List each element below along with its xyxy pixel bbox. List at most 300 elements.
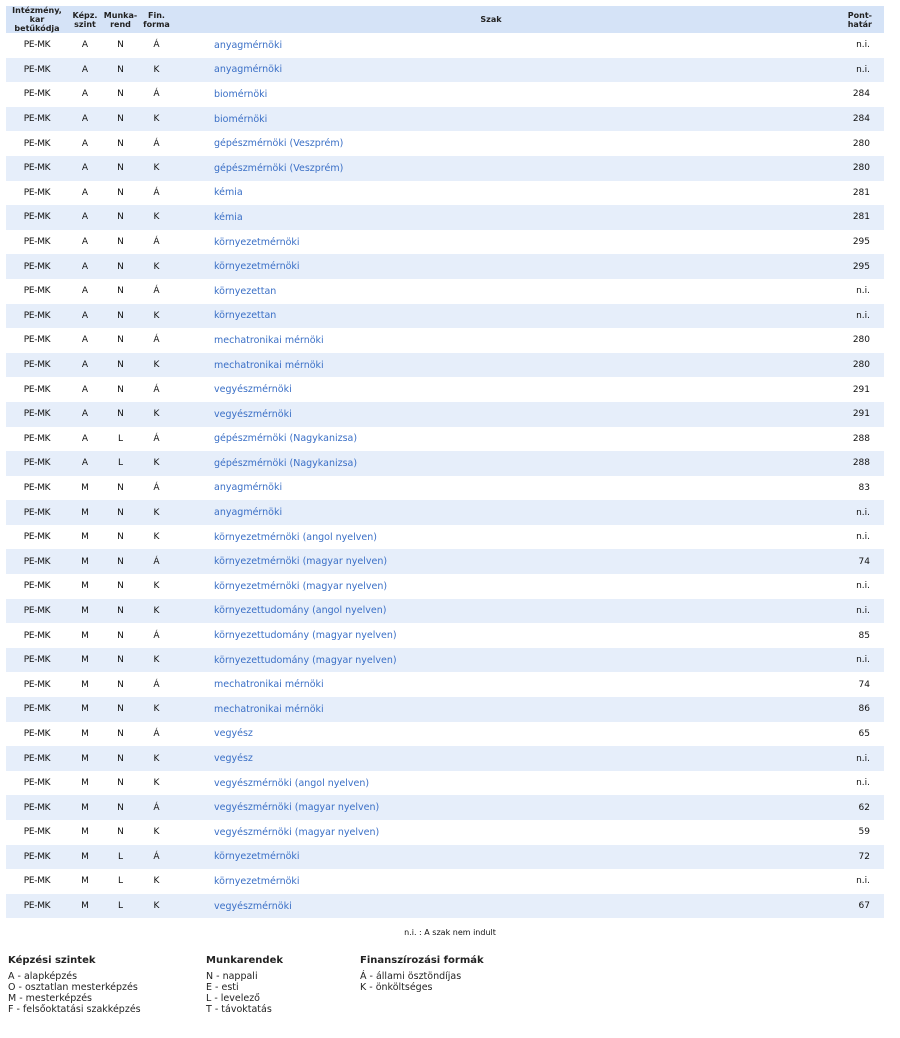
cell-institution: PE-MK: [6, 304, 68, 329]
cell-level: M: [81, 532, 89, 543]
cell-schedule: N: [102, 304, 139, 329]
cell-level: A: [68, 58, 102, 83]
cell-programme: [174, 771, 808, 796]
cell-level: M: [81, 876, 89, 887]
programme-link[interactable]: mechatronikai mérnöki: [214, 334, 324, 346]
results-table: [6, 6, 884, 918]
cell-financing: K: [139, 697, 174, 722]
cell-schedule: N: [102, 500, 139, 525]
table-row: [6, 58, 884, 83]
legend-title: Finanszírozási formák: [360, 955, 484, 966]
programme-link[interactable]: környezetmérnöki: [214, 236, 300, 248]
cell-financing: K: [139, 451, 174, 476]
header-level: Képz. szint: [68, 6, 102, 33]
header-financing: Fin. forma: [139, 6, 174, 33]
table-row: [6, 181, 884, 206]
cell-financing: K: [139, 58, 174, 83]
cell-schedule: L: [117, 433, 123, 444]
cell-institution: PE-MK: [23, 581, 51, 592]
programme-link[interactable]: gépészmérnöki (Veszprém): [214, 162, 344, 174]
cell-institution: PE-MK: [23, 40, 51, 51]
programme-link[interactable]: környezettudomány (angol nyelven): [214, 605, 387, 617]
table-row: [6, 820, 884, 845]
programme-link[interactable]: környezettudomány (magyar nyelven): [214, 654, 397, 666]
cell-threshold: n.i.: [856, 581, 870, 592]
table-row: [6, 672, 884, 697]
table-row: [6, 549, 884, 574]
cell-level: M: [68, 697, 102, 722]
cell-institution: PE-MK: [6, 697, 68, 722]
legend-item: E - esti: [206, 982, 239, 993]
table-row: [6, 107, 884, 132]
cell-level: A: [81, 237, 89, 248]
cell-schedule: N: [102, 205, 139, 230]
programme-link[interactable]: környezettudomány (magyar nyelven): [214, 630, 397, 642]
cell-institution: PE-MK: [23, 827, 51, 838]
cell-institution: PE-MK: [6, 451, 68, 476]
table-row: [6, 623, 884, 648]
cell-threshold: 295: [808, 254, 884, 279]
cell-threshold: n.i.: [808, 599, 884, 624]
cell-institution: PE-MK: [23, 482, 51, 493]
cell-programme: [174, 33, 808, 58]
cell-financing: K: [139, 894, 174, 919]
cell-level: A: [81, 89, 89, 100]
cell-programme: [174, 107, 808, 132]
cell-threshold: n.i.: [808, 746, 884, 771]
cell-schedule: N: [102, 402, 139, 427]
cell-threshold: 295: [852, 237, 870, 248]
cell-threshold: 281: [852, 187, 870, 198]
header-row: [6, 6, 884, 33]
programme-link[interactable]: környezetmérnöki (angol nyelven): [214, 531, 377, 543]
cell-institution: PE-MK: [6, 648, 68, 673]
cell-institution: PE-MK: [23, 237, 51, 248]
table-row: [6, 525, 884, 550]
cell-threshold: 62: [808, 795, 884, 820]
cell-threshold: 83: [858, 482, 870, 493]
cell-level: M: [81, 581, 89, 592]
cell-financing: K: [139, 599, 174, 624]
cell-financing: Á: [153, 679, 160, 690]
cell-schedule: N: [117, 384, 124, 395]
cell-schedule: N: [117, 286, 124, 297]
cell-schedule: N: [102, 353, 139, 378]
table-row: [6, 279, 884, 304]
programme-link[interactable]: anyagmérnöki: [214, 507, 283, 519]
cell-threshold: n.i.: [808, 58, 884, 83]
table-row: [6, 230, 884, 255]
cell-financing: K: [153, 827, 160, 838]
programme-link[interactable]: biomérnöki: [214, 113, 268, 125]
table-row: [6, 353, 884, 378]
programme-link[interactable]: vegyészmérnöki: [214, 900, 292, 912]
programme-link[interactable]: vegyészmérnöki (angol nyelven): [214, 777, 370, 789]
table-row: [6, 402, 884, 427]
cell-institution: PE-MK: [23, 89, 51, 100]
legend-item: Á - állami ösztöndíjas: [360, 971, 462, 982]
legend-item: M - mesterképzés: [8, 993, 93, 1004]
table-row: [6, 476, 884, 501]
programme-link[interactable]: környezetmérnöki: [214, 851, 300, 863]
cell-programme: [174, 58, 808, 83]
cell-financing: K: [139, 500, 174, 525]
cell-level: M: [68, 795, 102, 820]
cell-level: M: [68, 549, 102, 574]
cell-schedule: N: [117, 827, 124, 838]
cell-institution: PE-MK: [6, 845, 68, 870]
cell-schedule: N: [102, 648, 139, 673]
header-institution: Intézmény, kar betűkódja: [6, 6, 68, 33]
legend-item: F - felsőoktatási szakképzés: [8, 1004, 141, 1015]
cell-financing: K: [139, 353, 174, 378]
cell-threshold: 67: [808, 894, 884, 919]
cell-institution: PE-MK: [6, 107, 68, 132]
cell-programme: [174, 402, 808, 427]
cell-level: M: [81, 482, 89, 493]
cell-level: A: [68, 353, 102, 378]
cell-programme: [174, 894, 808, 919]
cell-programme: [174, 549, 808, 574]
cell-level: A: [81, 187, 89, 198]
cell-institution: PE-MK: [6, 402, 68, 427]
cell-threshold: 288: [852, 433, 870, 444]
table-row: [6, 328, 884, 353]
programme-link[interactable]: vegyészmérnöki: [214, 408, 292, 420]
cell-programme: [174, 279, 808, 304]
cell-schedule: N: [102, 746, 139, 771]
cell-schedule: N: [117, 581, 124, 592]
cell-level: M: [81, 827, 89, 838]
cell-schedule: N: [102, 58, 139, 83]
programme-link[interactable]: mechatronikai mérnöki: [214, 679, 324, 691]
cell-level: M: [68, 599, 102, 624]
cell-level: A: [81, 335, 89, 346]
cell-institution: PE-MK: [23, 187, 51, 198]
programme-link[interactable]: anyagmérnöki: [214, 39, 283, 51]
cell-programme: [174, 845, 808, 870]
programme-link[interactable]: mechatronikai mérnöki: [214, 703, 324, 715]
programme-link[interactable]: gépészmérnöki (Nagykanizsa): [214, 433, 358, 445]
legend-training-levels: [8, 955, 141, 1015]
cell-financing: K: [139, 648, 174, 673]
cell-threshold: 291: [852, 384, 870, 395]
legend-financing: [360, 955, 484, 993]
table-row: [6, 771, 884, 796]
cell-institution: PE-MK: [6, 549, 68, 574]
cell-financing: Á: [153, 138, 160, 149]
programme-link[interactable]: vegyészmérnöki: [214, 384, 292, 396]
cell-threshold: 280: [808, 156, 884, 181]
cell-financing: K: [153, 581, 160, 592]
cell-financing: Á: [139, 549, 174, 574]
cell-programme: [174, 697, 808, 722]
cell-institution: PE-MK: [6, 500, 68, 525]
table-row: [6, 377, 884, 402]
cell-institution: PE-MK: [23, 384, 51, 395]
cell-threshold: 284: [852, 89, 870, 100]
cell-financing: Á: [153, 40, 160, 51]
cell-programme: [174, 599, 808, 624]
programme-link[interactable]: környezettan: [214, 310, 277, 322]
table-row: [6, 722, 884, 747]
cell-programme: [174, 476, 808, 501]
cell-threshold: 280: [808, 353, 884, 378]
cell-threshold: 74: [808, 549, 884, 574]
programme-link[interactable]: biomérnöki: [214, 88, 268, 100]
cell-threshold: 280: [852, 138, 870, 149]
cell-financing: K: [139, 304, 174, 329]
cell-schedule: N: [117, 532, 124, 543]
cell-programme: [174, 722, 808, 747]
cell-institution: PE-MK: [6, 894, 68, 919]
cell-level: A: [68, 304, 102, 329]
cell-level: M: [81, 778, 89, 789]
table-row: [6, 33, 884, 58]
programme-link[interactable]: anyagmérnöki: [214, 64, 283, 76]
cell-financing: Á: [153, 335, 160, 346]
legend-item: N - nappali: [206, 971, 258, 982]
cell-financing: K: [139, 205, 174, 230]
cell-programme: [174, 254, 808, 279]
legend-item: O - osztatlan mesterképzés: [8, 982, 138, 993]
legend-item: T - távoktatás: [206, 1004, 272, 1015]
programme-link[interactable]: kémia: [214, 187, 243, 199]
cell-financing: K: [153, 778, 160, 789]
table-row: [6, 427, 884, 452]
cell-level: A: [68, 156, 102, 181]
cell-threshold: 291: [808, 402, 884, 427]
cell-financing: Á: [139, 845, 174, 870]
table-row: [6, 795, 884, 820]
table-row: [6, 254, 884, 279]
cell-institution: PE-MK: [23, 778, 51, 789]
cell-schedule: N: [117, 482, 124, 493]
table-row: [6, 304, 884, 329]
cell-financing: K: [139, 156, 174, 181]
table-row: [6, 500, 884, 525]
table-row: [6, 131, 884, 156]
table-row: [6, 205, 884, 230]
legend-item: L - levelező: [206, 993, 260, 1004]
cell-institution: PE-MK: [6, 599, 68, 624]
cell-financing: K: [139, 402, 174, 427]
cell-threshold: 74: [858, 679, 870, 690]
legend-item: K - önköltséges: [360, 982, 433, 993]
cell-level: M: [81, 630, 89, 641]
cell-institution: PE-MK: [6, 205, 68, 230]
programme-link[interactable]: vegyészmérnöki (magyar nyelven): [214, 826, 380, 838]
programme-link[interactable]: anyagmérnöki: [214, 482, 283, 494]
programme-link[interactable]: kémia: [214, 211, 243, 223]
cell-institution: PE-MK: [23, 286, 51, 297]
cell-institution: PE-MK: [23, 335, 51, 346]
cell-level: M: [81, 679, 89, 690]
programme-link[interactable]: mechatronikai mérnöki: [214, 359, 324, 371]
programme-link[interactable]: környezetmérnöki (magyar nyelven): [214, 556, 388, 568]
cell-programme: [174, 304, 808, 329]
table-body: [6, 33, 884, 918]
legend-title: Képzési szintek: [8, 955, 96, 966]
cell-schedule: N: [117, 138, 124, 149]
programme-link[interactable]: környezetmérnöki (magyar nyelven): [214, 580, 388, 592]
cell-programme: [174, 672, 808, 697]
cell-level: A: [81, 433, 89, 444]
cell-schedule: N: [102, 107, 139, 132]
table-row: [6, 697, 884, 722]
cell-financing: Á: [153, 728, 160, 739]
cell-schedule: L: [102, 451, 139, 476]
cell-financing: Á: [153, 384, 160, 395]
cell-institution: PE-MK: [6, 254, 68, 279]
table-row: [6, 746, 884, 771]
cell-financing: K: [139, 107, 174, 132]
table-row: [6, 156, 884, 181]
table-row: [6, 894, 884, 919]
cell-institution: PE-MK: [6, 353, 68, 378]
programme-link[interactable]: környezetmérnöki: [214, 875, 300, 887]
header-schedule: Munka- rend: [102, 6, 139, 33]
cell-programme: [174, 623, 808, 648]
cell-schedule: N: [117, 728, 124, 739]
cell-level: M: [68, 648, 102, 673]
cell-institution: PE-MK: [23, 679, 51, 690]
table-row: [6, 869, 884, 894]
cell-schedule: N: [102, 156, 139, 181]
cell-level: A: [81, 40, 89, 51]
programme-link[interactable]: vegyész: [214, 753, 253, 765]
cell-level: M: [81, 728, 89, 739]
table-row: [6, 648, 884, 673]
table-row: [6, 845, 884, 870]
cell-level: A: [81, 384, 89, 395]
cell-threshold: 65: [858, 728, 870, 739]
cell-programme: [174, 648, 808, 673]
cell-threshold: n.i.: [856, 286, 870, 297]
cell-threshold: 284: [808, 107, 884, 132]
cell-programme: [174, 525, 808, 550]
cell-programme: [174, 328, 808, 353]
header-threshold: Pont- határ: [808, 6, 884, 33]
cell-level: M: [68, 746, 102, 771]
cell-programme: [174, 205, 808, 230]
cell-financing: K: [153, 532, 160, 543]
cell-financing: Á: [153, 89, 160, 100]
cell-threshold: n.i.: [856, 876, 870, 887]
cell-programme: [174, 500, 808, 525]
cell-financing: Á: [153, 237, 160, 248]
programme-link[interactable]: gépészmérnöki (Veszprém): [214, 138, 344, 150]
cell-level: M: [68, 894, 102, 919]
table-row: [6, 599, 884, 624]
cell-level: A: [68, 107, 102, 132]
cell-programme: [174, 427, 808, 452]
cell-threshold: 288: [808, 451, 884, 476]
cell-programme: [174, 795, 808, 820]
cell-programme: [174, 230, 808, 255]
cell-schedule: N: [117, 335, 124, 346]
cell-threshold: 85: [858, 630, 870, 641]
cell-programme: [174, 869, 808, 894]
legend-item: A - alapképzés: [8, 971, 78, 982]
cell-financing: Á: [153, 433, 160, 444]
cell-programme: [174, 131, 808, 156]
cell-schedule: N: [117, 679, 124, 690]
cell-institution: PE-MK: [23, 630, 51, 641]
footnote: n.i. : A szak nem indult: [404, 928, 496, 937]
cell-threshold: n.i.: [808, 304, 884, 329]
cell-schedule: N: [102, 795, 139, 820]
cell-institution: PE-MK: [6, 156, 68, 181]
cell-schedule: N: [102, 599, 139, 624]
cell-schedule: N: [117, 778, 124, 789]
cell-level: A: [81, 286, 89, 297]
cell-threshold: 86: [808, 697, 884, 722]
cell-programme: [174, 82, 808, 107]
cell-schedule: N: [102, 549, 139, 574]
cell-institution: PE-MK: [23, 138, 51, 149]
cell-schedule: N: [117, 237, 124, 248]
programme-link[interactable]: környezettan: [214, 285, 277, 297]
cell-schedule: N: [117, 40, 124, 51]
cell-financing: K: [139, 254, 174, 279]
header-programme: Szak: [174, 6, 808, 33]
table-row: [6, 451, 884, 476]
cell-schedule: N: [117, 187, 124, 198]
cell-level: A: [68, 451, 102, 476]
cell-level: A: [81, 138, 89, 149]
cell-schedule: N: [102, 254, 139, 279]
cell-programme: [174, 156, 808, 181]
cell-institution: PE-MK: [23, 433, 51, 444]
cell-threshold: 59: [858, 827, 870, 838]
cell-threshold: 280: [852, 335, 870, 346]
legend-title: Munkarendek: [206, 955, 284, 966]
cell-programme: [174, 353, 808, 378]
cell-schedule: N: [117, 630, 124, 641]
cell-financing: Á: [153, 630, 160, 641]
cell-programme: [174, 820, 808, 845]
cell-programme: [174, 377, 808, 402]
cell-threshold: 281: [808, 205, 884, 230]
cell-institution: PE-MK: [6, 746, 68, 771]
cell-schedule: L: [102, 845, 139, 870]
cell-financing: Á: [139, 795, 174, 820]
programme-link[interactable]: gépészmérnöki (Nagykanizsa): [214, 457, 358, 469]
table-row: [6, 574, 884, 599]
cell-schedule: L: [102, 894, 139, 919]
cell-threshold: n.i.: [808, 648, 884, 673]
programme-link[interactable]: környezetmérnöki: [214, 261, 300, 273]
cell-programme: [174, 574, 808, 599]
cell-institution: PE-MK: [6, 795, 68, 820]
programme-link[interactable]: vegyész: [214, 728, 253, 740]
cell-threshold: n.i.: [856, 532, 870, 543]
cell-financing: Á: [153, 482, 160, 493]
programme-link[interactable]: vegyészmérnöki (magyar nyelven): [214, 802, 380, 814]
cell-programme: [174, 181, 808, 206]
cell-level: A: [68, 254, 102, 279]
cell-institution: PE-MK: [23, 876, 51, 887]
cell-threshold: 72: [808, 845, 884, 870]
table-row: [6, 82, 884, 107]
cell-institution: PE-MK: [23, 532, 51, 543]
cell-schedule: N: [117, 89, 124, 100]
cell-schedule: L: [117, 876, 123, 887]
cell-financing: K: [153, 876, 160, 887]
cell-financing: Á: [153, 187, 160, 198]
cell-programme: [174, 451, 808, 476]
